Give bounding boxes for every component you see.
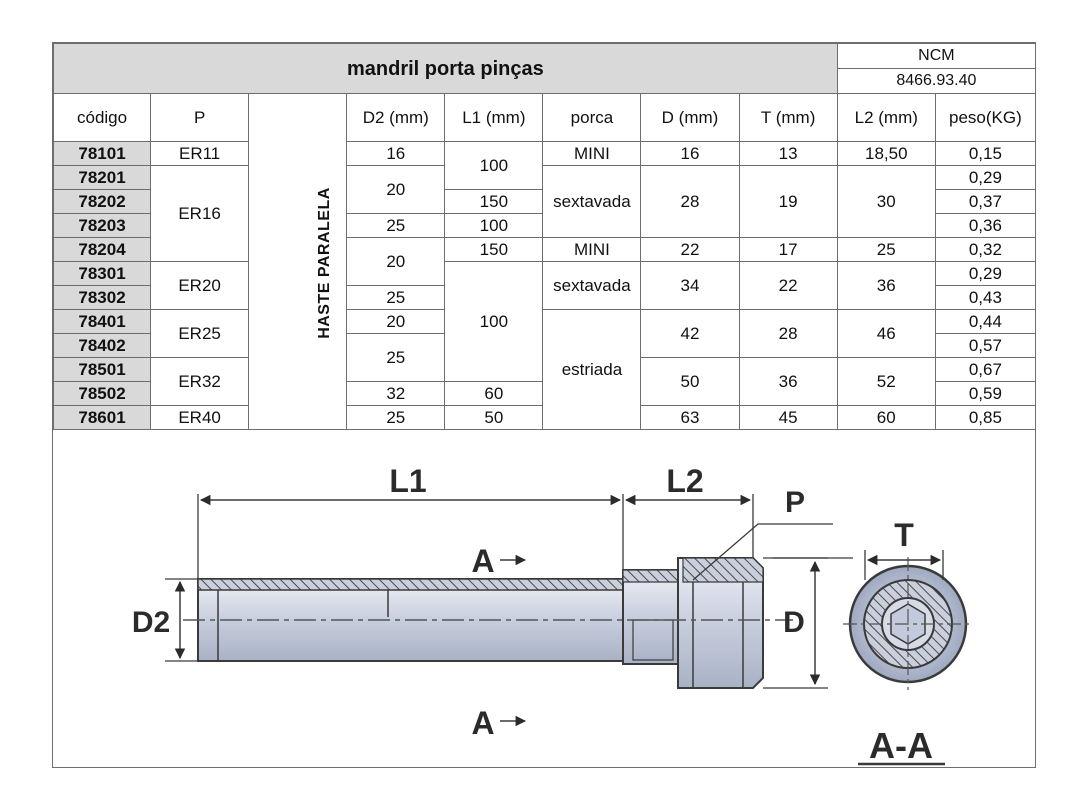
code-cell: 78201: [54, 166, 151, 190]
table-row: [54, 310, 1036, 334]
l1-cell: 150: [445, 238, 543, 262]
d2-cell: 25: [347, 286, 445, 310]
code-cell: 78402: [54, 334, 151, 358]
peso-cell: 0,67: [935, 358, 1035, 382]
section-marker-top: [471, 543, 525, 579]
peso-cell: 0,32: [935, 238, 1035, 262]
d2-cell: 20: [347, 310, 445, 334]
l2-cell: 46: [837, 310, 935, 358]
haste-label: HASTE PARALELA: [315, 186, 333, 339]
d2-cell: 32: [347, 382, 445, 406]
p-label: P: [784, 486, 806, 519]
peso-cell: 0,29: [935, 262, 1035, 286]
ncm-value: 8466.93.40: [837, 69, 1035, 94]
p-cell: ER20: [151, 262, 249, 310]
l2-label: L2: [666, 463, 704, 499]
t-label: T: [894, 517, 914, 553]
peso-cell: 0,44: [935, 310, 1035, 334]
p-cell: ER25: [151, 310, 249, 358]
d-cell: 50: [641, 358, 739, 406]
d2-cell: 25: [347, 214, 445, 238]
code-cell: 78204: [54, 238, 151, 262]
porca-cell: MINI: [543, 142, 641, 166]
peso-cell: 0,57: [935, 334, 1035, 358]
l2-cell: 25: [837, 238, 935, 262]
haste-cell: [249, 94, 347, 430]
peso-cell: 0,37: [935, 190, 1035, 214]
code-cell: 78301: [54, 262, 151, 286]
l1-cell: 100: [445, 142, 543, 190]
d2-cell: 25: [347, 406, 445, 430]
l2-cell: 36: [837, 262, 935, 310]
table-row: [54, 142, 1036, 166]
d2-cell: 20: [347, 166, 445, 214]
header-d2: D2 (mm): [347, 94, 445, 142]
t-cell: 45: [739, 406, 837, 430]
p-cell: ER40: [151, 406, 249, 430]
l2-cell: 18,50: [837, 142, 935, 166]
l1-cell: 60: [445, 382, 543, 406]
header-p: P: [151, 94, 249, 142]
porca-cell: MINI: [543, 238, 641, 262]
section-marker-bottom: [471, 705, 525, 741]
d-dimension: [763, 558, 828, 688]
code-cell: 78501: [54, 358, 151, 382]
d-cell: 42: [641, 310, 739, 358]
collet-nose: [623, 558, 763, 688]
l1-dimension: [198, 463, 623, 579]
l2-dimension: [626, 463, 753, 558]
p-cell: ER11: [151, 142, 249, 166]
table-row: [54, 166, 1036, 190]
header-codigo: código: [54, 94, 151, 142]
l2-cell: 30: [837, 166, 935, 238]
spec-table: [53, 43, 1036, 430]
l1-cell: 50: [445, 406, 543, 430]
code-cell: 78203: [54, 214, 151, 238]
l2-cell: 52: [837, 358, 935, 406]
section-a-bottom-label: A: [471, 705, 495, 741]
section-title: A-A: [869, 725, 933, 766]
l1-cell: 100: [445, 214, 543, 238]
peso-cell: 0,15: [935, 142, 1035, 166]
ncm-label: NCM: [837, 44, 1035, 69]
code-cell: 78401: [54, 310, 151, 334]
d-label: D: [783, 606, 805, 639]
t-cell: 19: [739, 166, 837, 238]
t-cell: 17: [739, 238, 837, 262]
header-t: T (mm): [739, 94, 837, 142]
table-title: mandril porta pinças: [54, 44, 838, 94]
d-cell: 28: [641, 166, 739, 238]
code-cell: 78502: [54, 382, 151, 406]
porca-cell: estriada: [543, 310, 641, 430]
code-cell: 78601: [54, 406, 151, 430]
t-cell: 36: [739, 358, 837, 406]
t-cell: 28: [739, 310, 837, 358]
l1-cell: 150: [445, 190, 543, 214]
t-cell: 22: [739, 262, 837, 310]
l2-cell: 60: [837, 406, 935, 430]
section-view: [843, 517, 973, 766]
d-cell: 34: [641, 262, 739, 310]
header-l1: L1 (mm): [445, 94, 543, 142]
d-cell: 63: [641, 406, 739, 430]
product-spec-sheet: [52, 42, 1036, 768]
peso-cell: 0,43: [935, 286, 1035, 310]
porca-cell: sextavada: [543, 262, 641, 310]
l1-label: L1: [389, 463, 427, 499]
d-cell: 22: [641, 238, 739, 262]
peso-cell: 0,59: [935, 382, 1035, 406]
code-cell: 78202: [54, 190, 151, 214]
code-cell: 78101: [54, 142, 151, 166]
header-porca: porca: [543, 94, 641, 142]
d2-cell: 16: [347, 142, 445, 166]
d2-label: D2: [131, 606, 171, 639]
header-l2: L2 (mm): [837, 94, 935, 142]
peso-cell: 0,85: [935, 406, 1035, 430]
l1-cell: 100: [445, 262, 543, 382]
technical-drawing: [53, 432, 1035, 768]
header-d: D (mm): [641, 94, 739, 142]
t-cell: 13: [739, 142, 837, 166]
d-cell: 16: [641, 142, 739, 166]
code-cell: 78302: [54, 286, 151, 310]
table-row: [54, 262, 1036, 286]
peso-cell: 0,29: [935, 166, 1035, 190]
d2-cell: 25: [347, 334, 445, 382]
peso-cell: 0,36: [935, 214, 1035, 238]
header-peso: peso(KG): [935, 94, 1035, 142]
section-a-top-label: A: [471, 543, 495, 579]
d2-cell: 20: [347, 238, 445, 286]
p-cell: ER16: [151, 166, 249, 262]
p-cell: ER32: [151, 358, 249, 406]
porca-cell: sextavada: [543, 166, 641, 238]
